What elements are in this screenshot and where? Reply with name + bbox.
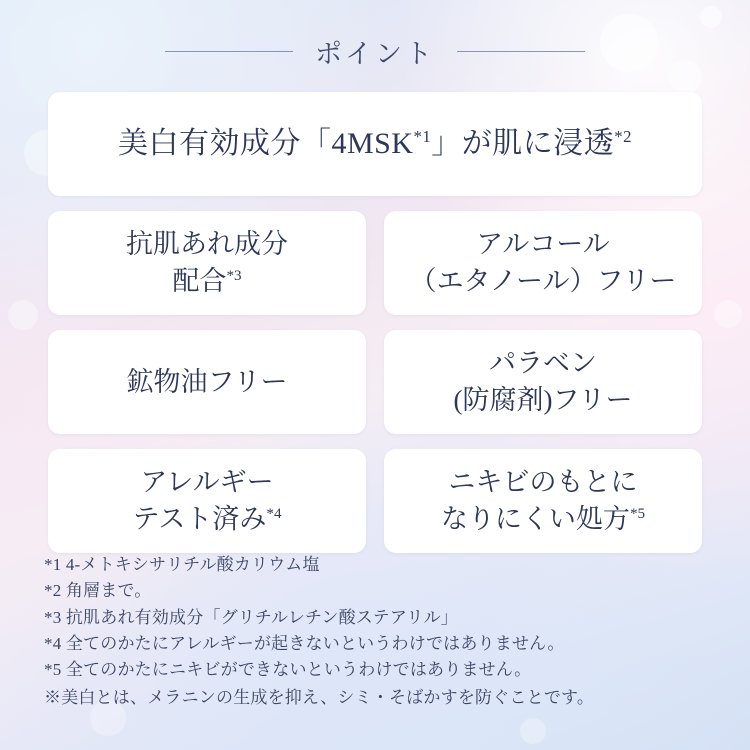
point-card-6-line2: なりにくい処方 [440,504,630,534]
point-card-6-text [433,464,653,537]
point-card-5 [48,449,366,553]
point-card-3-line1: 鉱物油フリー [126,366,288,397]
bokeh-decoration [520,718,546,744]
point-card-main-text [110,125,640,163]
point-card-1-footnote: *3 [226,268,242,284]
bokeh-decoration [8,300,38,330]
footnotes [44,552,724,711]
point-card-3 [48,330,366,434]
point-card-5-line2: テスト済み [132,504,267,534]
point-card-1-line1: 抗肌あれ成分 [126,229,288,260]
bokeh-decoration [700,6,722,28]
point-card-4-text [446,345,641,418]
point-card-1-line2: 配合 [172,266,227,296]
page-title: ポイント [315,38,435,69]
point-main-text-part1: 美白有効成分「4MSK [117,127,414,161]
footnote-5: *5 全てのかたにニキビができないというわけではありません。 [44,660,532,680]
header-rule-right [457,51,585,52]
point-card-6 [384,449,702,553]
point-card-4-line1: パラベン [489,348,597,379]
footnote-1: *1 4-メトキシサリチル酸カリウム塩 [44,555,320,574]
point-card-row [48,449,702,553]
point-card-1-text [118,226,296,299]
bokeh-decoration [714,300,742,328]
point-card-4 [384,330,702,434]
point-card-5-text [124,464,289,537]
point-card-row [48,330,702,434]
point-card-1 [48,211,366,315]
footnote-4: *4 全てのかたにアレルギーが起きないというわけではありません。 [44,634,565,654]
point-card-2-line2: （エタノール）フリー [409,266,677,296]
point-card-2 [384,211,702,315]
point-main-footnote-1: *1 [413,127,432,147]
point-card-main [48,92,702,196]
section-header [0,28,750,74]
point-card-2-text [402,226,685,299]
footnote-3: *3 抗肌あれ有効成分「グリチルレチン酸ステアリル」 [44,607,458,627]
point-card-4-line2: (防腐剤)フリー [453,385,633,415]
point-main-footnote-2: *2 [614,127,633,147]
points-card-grid [48,92,702,568]
point-card-2-line1: アルコール [476,229,610,260]
header-rule-left [165,51,293,52]
footnote-6: ※美白とは、メラニンの生成を抑え、シミ・そばかすを防ぐことです。 [44,687,595,707]
point-card-6-footnote: *5 [629,506,646,522]
point-card-3-text [119,364,296,401]
point-main-text-part2: 」が肌に浸透 [431,127,615,161]
point-card-row [48,211,702,315]
footnote-2: *2 角層まで。 [44,581,152,601]
point-card-5-footnote: *4 [266,506,282,522]
point-card-6-line1: ニキビのもとに [448,467,638,498]
point-card-5-line1: アレルギー [140,467,274,498]
